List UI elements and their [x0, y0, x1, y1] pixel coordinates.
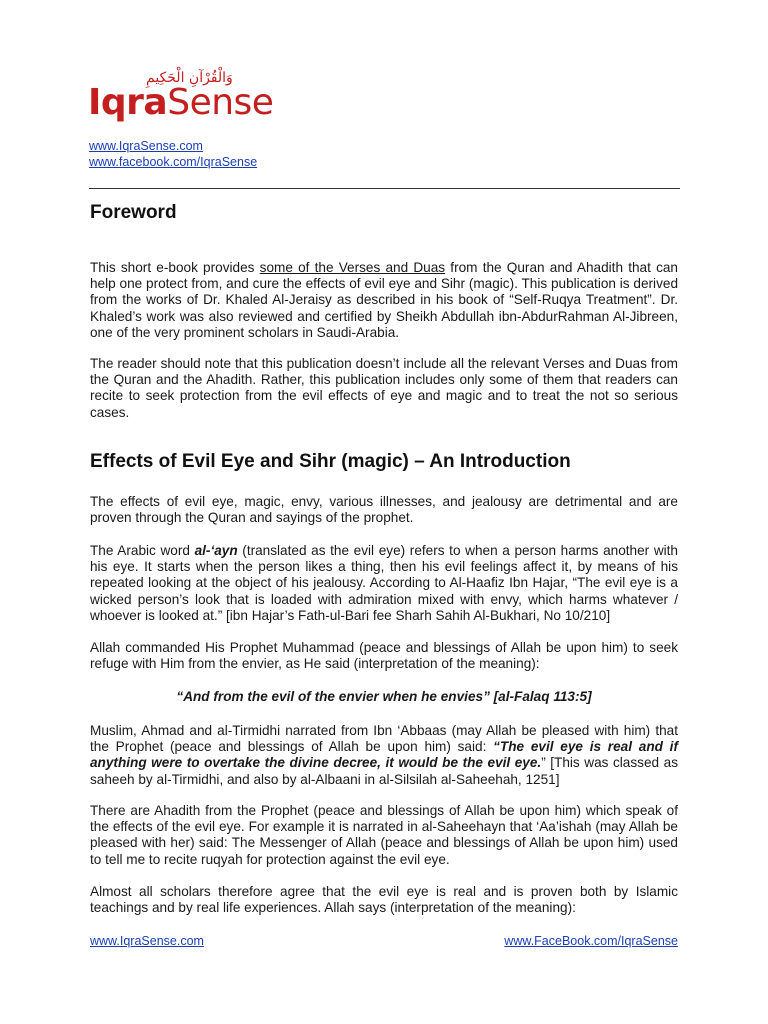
text-span: (translated as the evil eye) refers to when a person harms another with his eye. It starts when the person likes a thing, then his evil feelings affect it, by means of his repeated looking at the object of his jealousy. According to Al-Haafiz Ibn Hajar, “The evil eye is a wicked person’s look that is loaded with admiration mixed with envy, which harms whatever / whoever is looked at.” [ibn Hajar’s Fath-ul-Bari fee Sharh Sahih Al-Bukhari, No 10/210] — [90, 543, 678, 623]
footer-facebook-link[interactable]: www.FaceBook.com/IqraSense — [504, 934, 678, 948]
effects-paragraph-6: Almost all scholars therefore agree that the evil eye is real and is proven both by Islamic teachings and by real life experiences. Allah says (interpretation of the meaning): — [90, 884, 678, 916]
logo-sense: Sense — [167, 82, 274, 123]
effects-heading: Effects of Evil Eye and Sihr (magic) – An Introduction — [90, 451, 571, 472]
header-divider — [89, 188, 680, 189]
arabic-term: al-‘ayn — [194, 543, 238, 558]
logo-iqra: Iqra — [88, 82, 168, 123]
quran-quote: “And from the evil of the envier when he envies” [al-Falaq 113:5] — [176, 689, 592, 704]
hadith-quote: “The evil eye is real and if anything were to overtake the divine decree, it would be the evil eye. — [90, 739, 678, 771]
text-span: The Arabic word — [90, 543, 195, 558]
effects-paragraph-4 — [90, 723, 678, 788]
foreword-paragraph-1 — [90, 260, 678, 341]
effects-paragraph-5: There are Ahadith from the Prophet (peace and blessings of Allah be upon him) which speak of the effects of the evil eye. For example it is narrated in al-Saheehayn that ‘Aa’ishah (may Allah be pleased with her) said: The Messenger of Allah (peace and blessings of Allah be upon him) used to tell me to recite ruqyah for protection against the evil eye. — [90, 803, 678, 867]
foreword-paragraph-2: The reader should note that this publication doesn’t include all the relevant Verses and Duas from the Quran and the Ahadith. Rather, this publication includes only some of them that readers can recite to seek protection from the evil effects of eye and magic and to treat the not so serious cases. — [90, 356, 678, 420]
text-span: Muslim, Ahmad and al-Tirmidhi narrated from Ibn ‘Abbaas (may Allah be pleased with him) that the Prophet (peace and blessings of Allah be upon him) said: — [90, 723, 678, 755]
text-span: ” [This was classed as saheeh by al-Tirmidhi, and also by al-Albaani in al-Silsilah al-Saheehah, 1251] — [90, 755, 678, 787]
facebook-link[interactable]: www.facebook.com/IqraSense — [89, 155, 258, 169]
text-span: from the Quran and Ahadith that can help one protect from, and cure the effects of evil eye and Sihr (magic). This publication is derived from the works of Dr. Khaled Al-Jeraisy as described in his book of “Self-Ruqya Treatment”. Dr. Khaled’s work was also reviewed and certified by Sheikh Abdullah ibn-AbdurRahman Al-Jibreen, one of the very prominent scholars in Saudi-Arabia. — [90, 260, 678, 340]
logo-arabic-calligraphy: وَالْقُرْآنِ الْحَكِيمِ — [146, 70, 233, 86]
logo-wordmark — [88, 82, 273, 123]
effects-paragraph-1: The effects of evil eye, magic, envy, various illnesses, and jealousy are detrimental and are proven through the Quran and sayings of the prophet. — [90, 494, 678, 526]
underlined-phrase: some of the Verses and Duas — [259, 260, 446, 275]
effects-paragraph-2 — [90, 543, 678, 624]
effects-paragraph-3: Allah commanded His Prophet Muhammad (peace and blessings of Allah be upon him) to seek refuge with Him from the envier, as He said (interpretation of the meaning): — [90, 640, 678, 672]
foreword-heading: Foreword — [90, 202, 177, 223]
site-link[interactable]: www.IqraSense.com — [89, 139, 203, 153]
header-links — [89, 138, 257, 170]
text-span: This short e-book provides — [90, 260, 260, 275]
iqrasense-logo — [88, 70, 288, 130]
footer-site-link[interactable]: www.IqraSense.com — [90, 934, 204, 948]
